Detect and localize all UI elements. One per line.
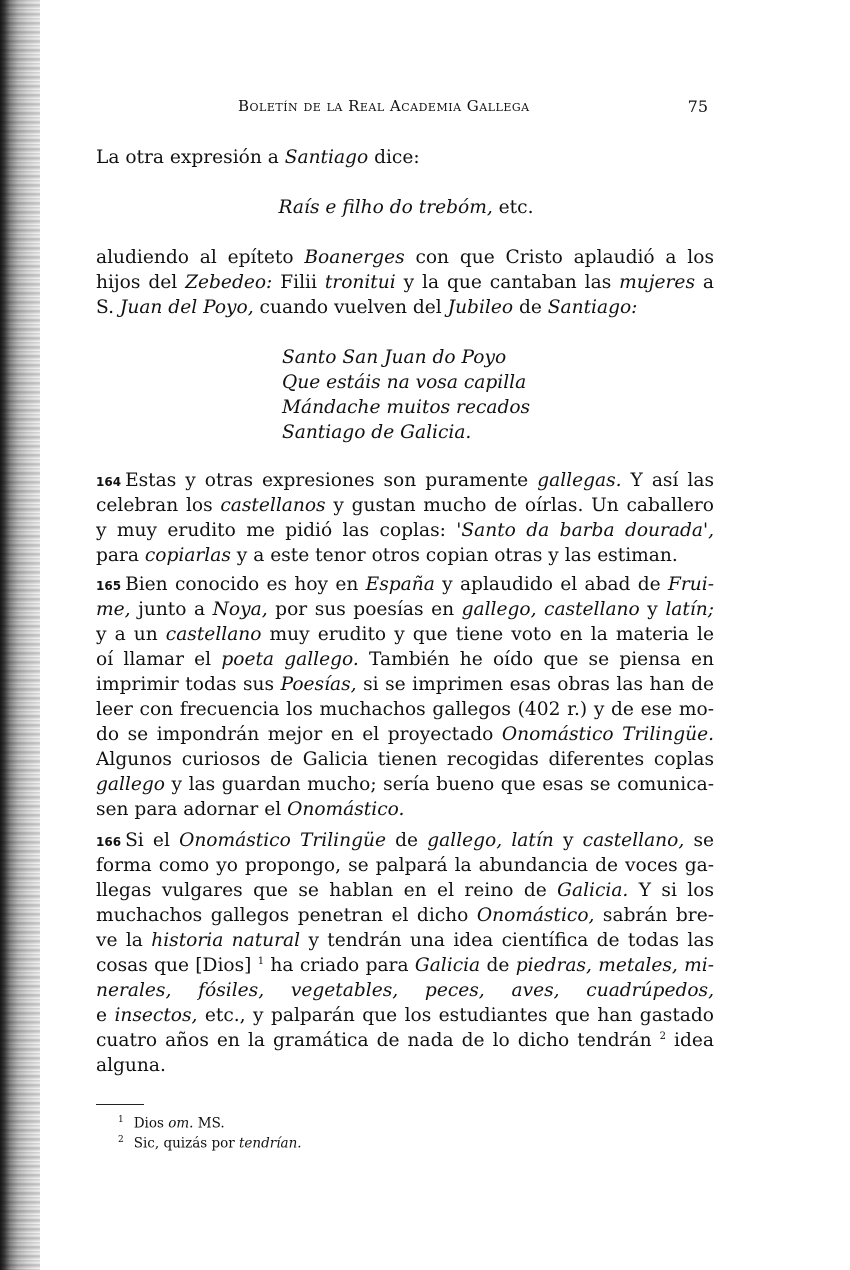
footnote-2: $^2$ Sic, quizás por tendrían. xyxy=(118,1134,302,1151)
text-line: alguna. xyxy=(96,1055,166,1076)
text-line: oí llamar el poeta gallego. También he oído que se piensa en xyxy=(96,649,714,670)
text-line: hijos del Zebedeo: Filii tronitui y la que cantaban las mujeres a xyxy=(96,272,714,293)
text-line: S. Juan del Poyo, cuando vuelven del Jubileo de Santiago: xyxy=(96,297,638,318)
footnote-rule xyxy=(96,1104,144,1105)
intro-line xyxy=(96,145,714,170)
running-title: Boletín de la Real Academia Gallega xyxy=(238,97,530,115)
text-line: 164 Estas y otras expresiones son puramente gallegas. Y así las xyxy=(96,470,714,491)
text-line: llegas vulgares que se hablan en el reino de Galicia. Y si los xyxy=(96,880,714,901)
text-line: Algunos curiosos de Galicia tienen recogidas diferentes coplas xyxy=(96,749,714,770)
text-line: y muy erudito me pidió las coplas: 'Santo da barba dourada', xyxy=(96,520,714,541)
text-line: e insectos, etc., y palparán que los estudiantes que han gastado xyxy=(96,1005,714,1026)
page-number: 75 xyxy=(687,97,708,116)
text-line: celebran los castellanos y gustan mucho de oírlas. Un caballero xyxy=(96,495,714,516)
footnote-ref: 2 xyxy=(659,1030,666,1042)
paragraph-number: 165 xyxy=(96,579,122,593)
page-gutter xyxy=(0,0,40,1270)
text-line: muchachos gallegos penetran el dicho Onomástico, sabrán bre- xyxy=(96,905,714,926)
paragraph-166 xyxy=(96,828,714,1078)
paragraph-number: 166 xyxy=(96,835,122,849)
verse-line: Que estáis na vosa capilla xyxy=(282,372,527,393)
text-line: 166 Si el Onomástico Trilingüe de gallego, latín y castellano, se xyxy=(96,830,714,851)
quote-line xyxy=(96,195,716,220)
verse-line: Santo San Juan do Poyo xyxy=(282,347,507,368)
text-line: gallego y las guardan mucho; sería bueno que esas se comunica- xyxy=(96,774,714,795)
text-line: ve la historia natural y tendrán una idea científica de todas las xyxy=(96,930,714,951)
footnote-ref: 1 xyxy=(257,955,265,967)
text-line: y a un castellano muy erudito y que tiene voto en la materia le xyxy=(96,624,714,645)
text-line: nerales, fósiles, vegetables, peces, aves, cuadrúpedos, xyxy=(96,980,714,1001)
text-line: sen para adornar el Onomástico. xyxy=(96,799,405,820)
text-line: forma como yo propongo, se palpará la abundancia de voces ga- xyxy=(96,855,714,876)
running-head xyxy=(96,94,716,120)
verse-block xyxy=(282,345,530,445)
paragraph-164 xyxy=(96,468,714,568)
verse-line: Santiago de Galicia. xyxy=(282,422,472,443)
intro-text: La otra expresión a xyxy=(96,147,285,168)
footnote-1: $^1$ Dios om. MS. xyxy=(118,1115,225,1132)
verse-line: Mándache muitos recados xyxy=(282,397,531,418)
quote-italic: Raís e filho do trebóm, xyxy=(278,197,493,218)
text-line: para copiarlas y a este tenor otros copian otras y las estiman. xyxy=(96,545,678,566)
text-line: imprimir todas sus Poesías, si se imprimen esas obras las han de xyxy=(96,674,714,695)
quote-etc: etc. xyxy=(492,197,534,218)
text-line: leer con frecuencia los muchachos gallegos (402 r.) y de ese mo- xyxy=(96,699,714,720)
paragraph-165 xyxy=(96,572,714,822)
text-line: me, junto a Noya, por sus poesías en gallego, castellano y latín; xyxy=(96,599,714,620)
text-line: 165 Bien conocido es hoy en España y aplaudido el abad de Frui- xyxy=(96,574,714,595)
intro-text-end: dice: xyxy=(368,147,420,168)
text-line: aludiendo al epíteto Boanerges con que Cristo aplaudió a los xyxy=(96,247,714,268)
intro-italic: Santiago xyxy=(284,147,369,168)
text-line: cosas que [Dios] $^1$ ha criado para Galicia de piedras, metales, mi- xyxy=(96,955,714,976)
paragraph-number: 164 xyxy=(96,475,122,489)
text-line: do se impondrán mejor en el proyectado Onomástico Trilingüe. xyxy=(96,724,714,745)
paragraph-boanerges xyxy=(96,245,714,320)
text-line: cuatro años en la gramática de nada de lo dicho tendrán $^2$ idea xyxy=(96,1030,714,1051)
footnotes xyxy=(118,1112,302,1151)
